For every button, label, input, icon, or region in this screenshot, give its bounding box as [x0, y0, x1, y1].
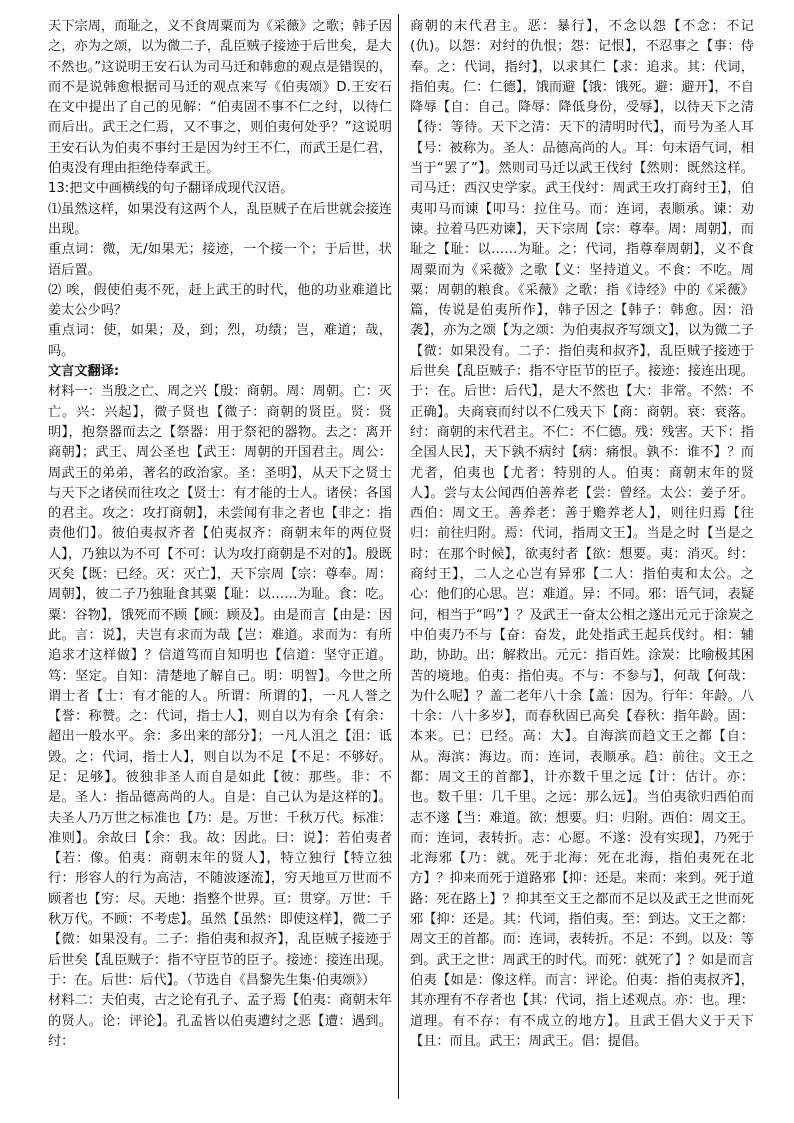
column-divider	[398, 14, 399, 1099]
material-one-translation: 材料一：当殷之亡、周之兴【殷：商朝。周：周朝。亡：灭亡。兴：兴起】，微子贤也【微子：商朝的贤臣。贤：贤明】，抱祭器而去之【祭器：用于祭祀的器物。去之：离开商朝】；武王、周公圣也【武王：周朝的开国君主。周公：周武王的弟弟，著名的政治家。圣：圣明】，从天下之贤士与天下之诸侯而往攻之【贤士：有才能的士人。诸侯：各国的君主。攻之：攻打商朝】，未尝闻有非之者也【非之：指责他们】。彼伯夷叔齐者【伯夷叔齐：商朝末年的两位贤人】，乃独以为不可【不可：认为攻打商朝是不对的】。殷既灭矣【既：已经。灭：灭亡】，天下宗周【宗：尊奉。周：周朝】，彼二子乃独耻食其粟【耻：以……为耻。食：吃。粟：谷物】，饿死而不顾【顾：顾及】。由是而言【由是：因此。言：说】，夫岂有求而为哉【岂：难道。求而为：有所追求才这样做】？信道笃而自知明也【信道：坚守正道。笃：坚定。自知：清楚地了解自己。明：明智】。今世之所谓士者【士：有才能的人。所谓：所谓的】，一凡人誉之【誉：称赞。之：代词，指士人】，则自以为有余【有余：超出一般水平。余：多出来的部分】；一凡人沮之【沮：诋毁。之：代词，指士人】，则自以为不足【不足：不够好。足：足够】。彼独非圣人而自是如此【彼：那些。非：不是。圣人：指品德高尚的人。自是：自己认为是这样的】。夫圣人乃万世之标准也【乃：是。万世：千秋万代。标准：准则】。余故曰【余：我。故：因此。曰：说】：若伯夷者【若：像。伯夷：商朝末年的贤人】，特立独行【特立独行：形容人的行为高洁，不随波逐流】，穷天地亘万世而不顾者也【穷：尽。天地：指整个世界。亘：贯穿。万世：千秋万代。不顾：不考虑】。虽然【虽然：即使这样】，微二子【微：如果没有。二子：指伯夷和叔齐】，乱臣贼子接迹于后世矣【乱臣贼子：指不守臣节的臣子。接迹：接连出现。于：在。后世：后代】。（节选自《昌黎先生集·伯夷颂》）	[48, 384, 392, 988]
key-words-2: 重点词：使，如果；及，到；烈，功绩；岂，难道；哉，吗。	[48, 323, 392, 359]
translation-answer-2: ⑵ 唉，假使伯夷不死，赶上武王的时代，他的功业难道比姜太公少吗？	[48, 282, 392, 319]
material-two-translation-start: 材料二：夫伯夷，古之论有孔子、孟子焉【伯夷：商朝末年的贤人。论：评论】。孔孟皆以伯夷遭纣之恶【遭：遇到。纣：	[48, 993, 392, 1049]
key-words-1: 重点词：微，无/如果无；接迹，一个接一个；于后世，状语后置。	[48, 242, 392, 278]
left-column	[48, 17, 392, 1052]
answer-analysis-paragraph: 天下宗周，而耻之，义不食周粟而为《采薇》之歌；韩子因之，亦为之颂，以为微二子，乱臣贼子接迹于后世矣，是大不然也。”这说明王安石认为司马迁和韩愈的观点是错误的，而不是说韩愈根据司马迁的观点来写《伯夷颂》D.王安石在文中提出了自己的见解：“伯夷固不事不仁之纣，以待仁而后出。武王之仁焉，又不事之，则伯夷何处乎？”这说明王安石认为伯夷不事纣王是因为纣王不仁，而武王是仁君，伯夷没有理由拒绝侍奉武王。	[48, 19, 392, 177]
translation-answer-1: ⑴虽然这样，如果没有这两个人，乱臣贼子在后世就会接连出现。	[48, 201, 392, 237]
question-13-heading: 13:把文中画横线的句子翻译成现代汉语。	[48, 181, 294, 197]
material-two-translation-continued: 商朝的末代君主。恶：暴行】，不念以怨【不念：不记(仇)。以怨：对纣的仇恨；怨：记恨】，不忍事之【事：侍奉。之：代词，指纣】，以求其仁【求：追求。其：代词，指伯夷。仁：仁德】，饿而避【饿：饿死。避：避开】，不自降辱【自：自己。降辱：降低身份，受辱】，以待天下之清【待：等待。天下之清：天下的清明时代】，而号为圣人耳【号：被称为。圣人：品德高尚的人。耳：句末语气词，相当于“罢了”】。然则司马迁以武王伐纣【然则：既然这样。司马迁：西汉史学家。武王伐纣：周武王攻打商纣王】，伯夷叩马而谏【叩马：拉住马。而：连词，表顺承。谏：劝谏。拉着马匹劝谏】，天下宗周【宗：尊奉。周：周朝】，而耻之【耻：以……为耻。之：代词，指尊奉周朝】，义不食周粟而为《采薇》之歌【义：坚持道义。不食：不吃。周粟：周朝的粮食。《采薇》之歌：指《诗经》中的《采薇》篇，传说是伯夷所作】，韩子因之【韩子：韩愈。因：沿袭】，亦为之颂【为之颂：为伯夷叔齐写颂文】，以为微二子【微：如果没有。二子：指伯夷和叔齐】，乱臣贼子接迹于后世矣【乱臣贼子：指不守臣节的臣子。接迹：接连出现。于：在。后世：后代】，是大不然也【大：非常。不然：不正确】。夫商衰而纣以不仁残天下【商：商朝。衰：衰落。纣：商朝的末代君主。不仁：不仁德。残：残害。天下：指全国人民】，天下孰不病纣【病：痛恨。孰不：谁不】？而尤者，伯夷也【尤者：特别的人。伯夷：商朝末年的贤人】。尝与太公闻西伯善养老【尝：曾经。太公：姜子牙。西伯：周文王。善养老：善于赡养老人】，则往归焉【往归：前往归附。焉：代词，指周文王】。当是之时【当是之时：在那个时候】，欲夷纣者【欲：想要。夷：消灭。纣：商纣王】，二人之心岂有异邪【二人：指伯夷和太公。之心：他们的心思。岂：难道。异：不同。邪：语气词，表疑问，相当于“吗”】？及武王一奋太公相之遂出元元于涂炭之中伯夷乃不与【奋：奋发，此处指武王起兵伐纣。相：辅助，协助。出：解救出。元元：指百姓。涂炭：比喻极其困苦的境地。伯夷：指伯夷。不与：不参与】，何哉【何哉：为什么呢】？盖二老年八十余【盖：因为。行年：年龄。八十余：八十多岁】，而春秋固已高矣【春秋：指年龄。固：本来。已：已经。高：大】。自海滨而趋文王之都【自：从。海滨：海边。而：连词，表顺承。趋：前往。文王之都：周文王的首都】，计亦数千里之远【计：估计。亦：也。数千里：几千里。之远：那么远】。当伯夷欲归西伯而志不遂【当：难道。欲：想要。归：归附。西伯：周文王。而：连词，表转折。志：心愿。不遂：没有实现】，乃死于北海邪【乃：就。死于北海：死在北海，指伯夷死在北方】？抑来而死于道路邪【抑：还是。来而：来到。死于道路：死在路上】？抑其至文王之都而不足以及武王之世而死邪【抑：还是。其：代词，指伯夷。至：到达。文王之都：周文王的首都。而：连词，表转折。不足：不到。以及：等到。武王之世：周武王的时代。而死：就死了】？如是而言伯夷【如是：像这样。而言：评论。伯夷：指伯夷叔齐】，其亦理有不存者也【其：代词，指上述观点。亦：也。理：道理。有不存：有不成立的地方】。且武王倡大义于天下【且：而且。武王：周武王。倡：提倡。	[410, 19, 754, 1049]
right-column	[410, 17, 754, 1052]
section-heading-translation: 文言文翻译:	[48, 364, 120, 380]
